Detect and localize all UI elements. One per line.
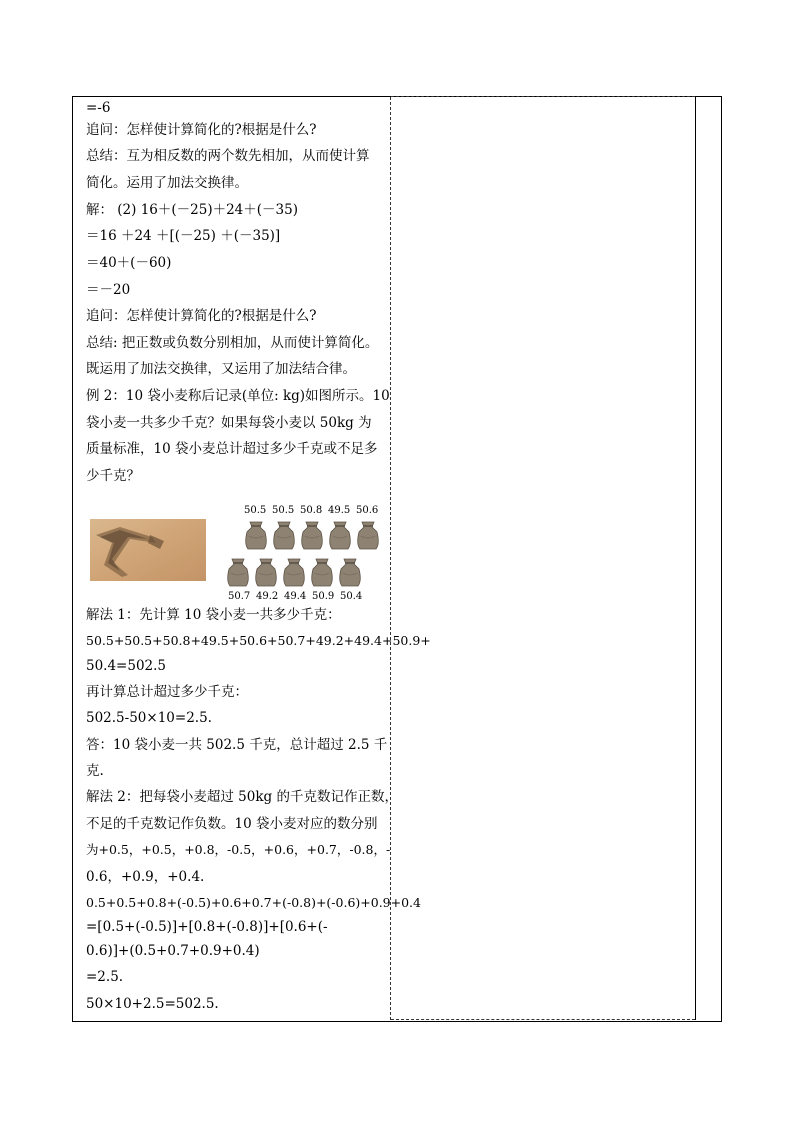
- bag-weight-label: 50.5: [272, 505, 295, 516]
- text-line: 总结：互为相反数的两个数先相加，从而使计算: [86, 148, 370, 164]
- text-line: 答：10 袋小麦一共 502.5 千克，总计超过 2.5 千: [86, 737, 388, 753]
- wheat-photo: [90, 519, 206, 581]
- bag-icon: [340, 559, 361, 586]
- bag-icon: [274, 522, 295, 549]
- text-line: 解： (2) 16＋(－25)＋24＋(－35): [86, 202, 298, 218]
- bag-weight-label: 50.7: [228, 591, 251, 602]
- bag-icon: [358, 522, 379, 549]
- bag-icon: [312, 559, 333, 586]
- text-line: 追问：怎样使计算简化的?根据是什么?: [86, 308, 317, 324]
- bag-weight-label: 49.5: [328, 505, 351, 516]
- top-dashed-rule: [391, 96, 695, 97]
- text-line: ＝－20: [86, 282, 131, 298]
- bag-icon: [284, 559, 305, 586]
- text-line: ＝40＋(－60): [86, 255, 172, 271]
- bag-icon: [246, 522, 267, 549]
- bag-icon: [228, 559, 249, 586]
- text-line: 0.5+0.5+0.8+(-0.5)+0.6+0.7+(-0.8)+(-0.6)+0.9+0.4: [86, 895, 421, 910]
- text-line: 502.5-50×10=2.5.: [86, 710, 212, 726]
- bag-weight-label: 49.2: [256, 591, 279, 602]
- text-line: =-6: [86, 100, 111, 116]
- text-line: 0.6)]+(0.5+0.7+0.9+0.4): [86, 943, 260, 959]
- bag-weight-label: 50.9: [312, 591, 335, 602]
- bag-icon: [256, 559, 277, 586]
- text-line: 少千克？: [86, 468, 140, 484]
- text-line: 追问：怎样使计算简化的?根据是什么?: [86, 122, 317, 138]
- text-line: ＝16 ＋24 ＋[(－25) ＋(－35)]: [86, 228, 281, 244]
- bag-icon: [330, 522, 351, 549]
- text-line: 50.5+50.5+50.8+49.5+50.6+50.7+49.2+49.4+50.9+: [86, 633, 431, 648]
- text-line: =[0.5+(-0.5)]+[0.8+(-0.8)]+[0.6+(-: [86, 919, 328, 935]
- text-line: 既运用了加法交换律，又运用了加法结合律。: [86, 361, 356, 377]
- text-line: 克.: [86, 763, 104, 779]
- text-line: 50.4=502.5: [86, 658, 167, 674]
- text-line: =2.5.: [86, 969, 124, 985]
- text-line: 质量标准，10 袋小麦总计超过多少千克或不足多: [86, 441, 378, 457]
- bag-weight-label: 49.4: [284, 591, 307, 602]
- text-line: 50×10+2.5=502.5.: [86, 996, 219, 1012]
- text-line: 解法 1：先计算 10 袋小麦一共多少千克：: [86, 607, 341, 623]
- text-line: 再计算总计超过多少千克：: [86, 684, 248, 700]
- text-line: 例 2：10 袋小麦称后记录(单位: kg)如图所示。10: [86, 388, 390, 404]
- text-line: 解法 2：把每袋小麦超过 50kg 的千克数记作正数，: [86, 789, 398, 805]
- bag-weight-label: 50.5: [244, 505, 267, 516]
- text-line: 0.6，+0.9，+0.4.: [86, 869, 205, 885]
- text-line: 简化。运用了加法交换律。: [86, 175, 248, 191]
- bottom-dashed-rule: [391, 1019, 695, 1020]
- text-line: 为+0.5，+0.5，+0.8，-0.5，+0.6，+0.7，-0.8，-: [86, 842, 391, 857]
- column-divider-2: [695, 97, 696, 1020]
- bag-weight-label: 50.4: [340, 591, 363, 602]
- wheat-bags-figure: [222, 505, 392, 605]
- text-line: 不足的千克数记作负数。10 袋小麦对应的数分别: [86, 816, 378, 832]
- text-line: 总结: 把正数或负数分别相加，从而使计算简化。: [86, 335, 379, 351]
- bag-icon: [302, 522, 323, 549]
- bag-weight-label: 50.6: [356, 505, 379, 516]
- bag-weight-label: 50.8: [300, 505, 323, 516]
- text-line: 袋小麦一共多少千克？如果每袋小麦以 50kg 为: [86, 415, 372, 431]
